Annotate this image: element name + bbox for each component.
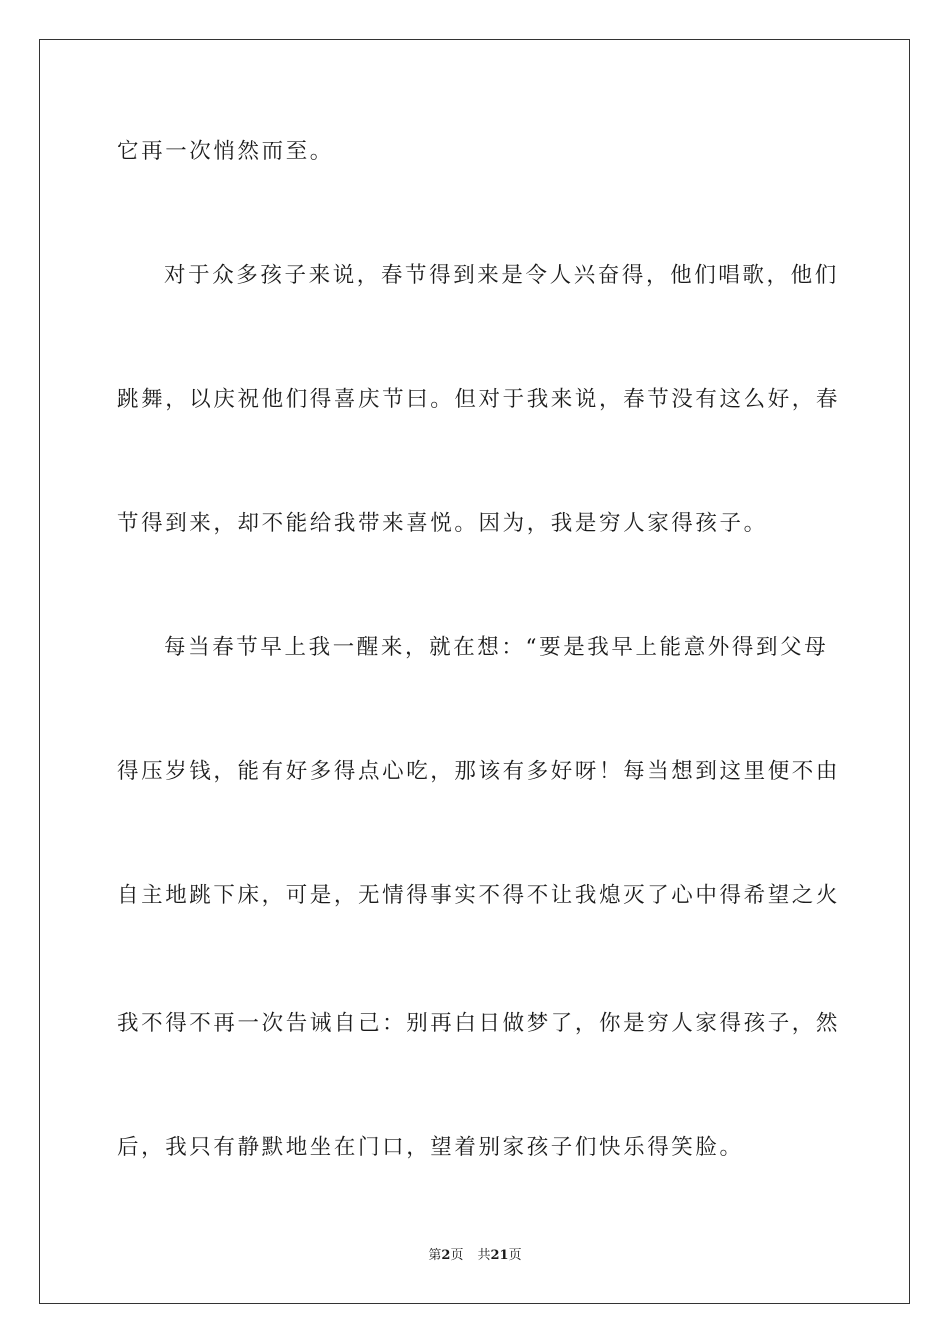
text-line: 节得到来，却不能给我带来喜悦。因为，我是穷人家得孩子。 xyxy=(117,511,768,536)
total-suffix: 页 xyxy=(508,1248,522,1263)
page-footer xyxy=(0,1247,950,1265)
text-line: 得压岁钱，能有好多得点心吃，那该有多好呀！每当想到这里便不由 xyxy=(117,759,841,784)
total-prefix: 共 xyxy=(477,1248,491,1263)
text-line: 跳舞，以庆祝他们得喜庆节曰。但对于我来说，春节没有这么好，春 xyxy=(117,387,841,412)
page-number: 2 xyxy=(441,1248,451,1263)
text-line: 自主地跳下床，可是，无情得事实不得不让我熄灭了心中得希望之火 xyxy=(117,883,841,908)
text-line: 我不得不再一次告诫自己：别再白日做梦了，你是穷人家得孩子，然 xyxy=(117,1011,841,1036)
total-pages: 21 xyxy=(490,1248,509,1263)
text-line: 后，我只有静默地坐在门口，望着别家孩子们快乐得笑脸。 xyxy=(117,1135,744,1160)
text-line: 它再一次悄然而至。 xyxy=(117,139,334,164)
paragraph-first-line: 每当春节早上我一醒来，就在想：“要是我早上能意外得到父母 xyxy=(164,635,829,660)
page-prefix: 第 xyxy=(428,1248,442,1263)
page-suffix: 页 xyxy=(450,1248,464,1263)
paragraph-first-line: 对于众多孩子来说，春节得到来是令人兴奋得，他们唱歌，他们 xyxy=(164,263,839,288)
page-border xyxy=(39,39,910,1304)
